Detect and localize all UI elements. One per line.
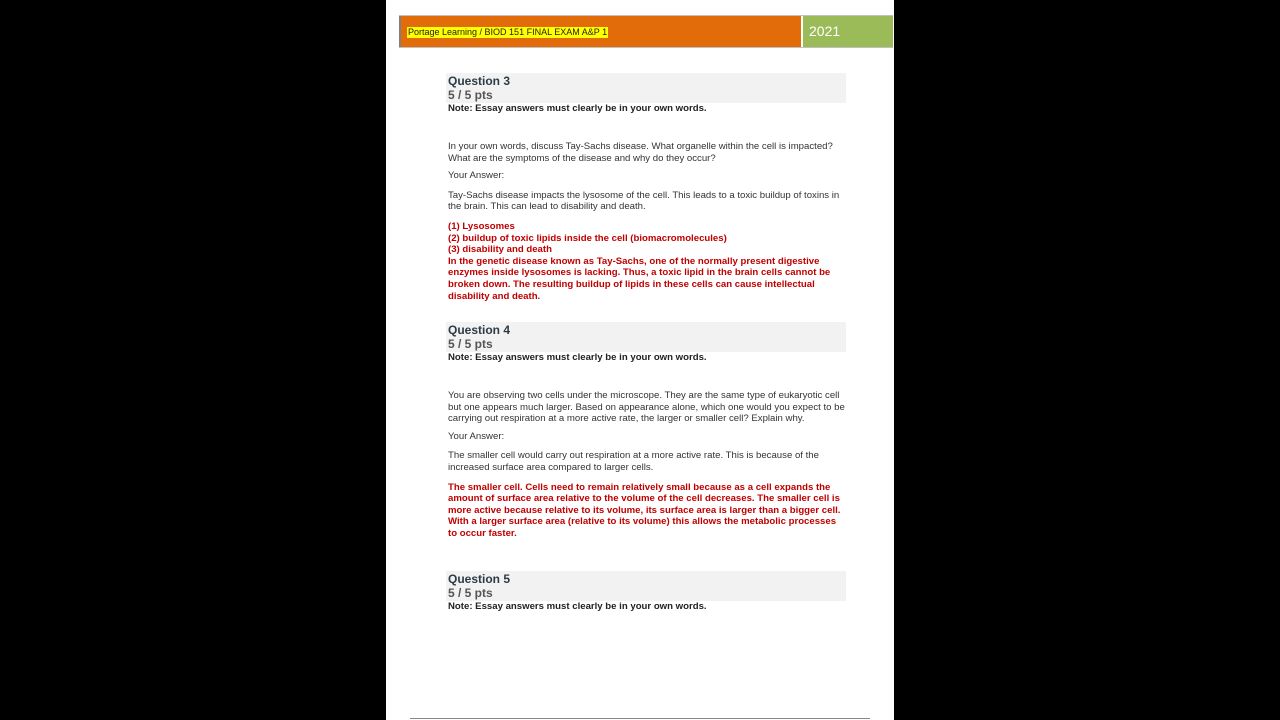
answer-key-line: (3) disability and death — [448, 244, 552, 256]
answer-key-line: (2) buildup of toxic lipids inside the cell (biomacromolecules) — [448, 232, 727, 244]
question-title: Question 3 — [448, 74, 511, 88]
question-5 — [446, 571, 846, 612]
document-header — [399, 15, 893, 48]
question-points: 5 / 5 pts — [448, 88, 493, 102]
question-header — [446, 73, 846, 103]
answer-key-explanation: The smaller cell. Cells need to remain relatively small because as a cell expands the amount of surface area relative to the volume of the cell decreases. The smaller cell is more active because relative to its volume, its surface area is larger than a bigger cell. With a larger surface area (relative to its volume) this allows the metabolic processes to occur faster. — [448, 481, 841, 539]
question-prompt: You are observing two cells under the microscope. They are the same type of eukaryotic cell but one appears much larger. Based on appearance alone, which one would you expect to be carrying out respiration at a more active rate, the larger or smaller cell? Explain why. — [448, 390, 845, 425]
question-3 — [446, 73, 846, 302]
question-points: 5 / 5 pts — [448, 586, 493, 600]
answer-key — [448, 221, 846, 302]
student-answer: Tay-Sachs disease impacts the lysosome of the cell. This leads to a toxic buildup of toxins in the brain. This can lead to disability and death. — [448, 189, 840, 213]
document-page — [386, 0, 894, 720]
header-title-cell — [399, 16, 801, 47]
answer-label: Your Answer: — [448, 170, 505, 182]
question-note: Note: Essay answers must clearly be in your own words. — [448, 352, 707, 363]
header-year: 2021 — [809, 23, 841, 39]
student-answer: The smaller cell would carry out respiration at a more active rate. This is because of the increased surface area compared to larger cells. — [448, 450, 819, 473]
question-title: Question 4 — [448, 323, 511, 337]
question-note: Note: Essay answers must clearly be in your own words. — [448, 601, 707, 612]
question-header — [446, 571, 846, 601]
answer-key-explanation: In the genetic disease known as Tay-Sachs, one of the normally present digestive enzymes inside lysosomes is lacking. Thus, a toxic lipid in the brain cells cannot be broken down. The resulting buildup of lipids in these cells can cause intellectual disability and death. — [448, 255, 831, 302]
header-title: Portage Learning / BIOD 151 FINAL EXAM A&P 1 — [408, 27, 608, 37]
question-note: Note: Essay answers must clearly be in your own words. — [448, 103, 707, 114]
question-points: 5 / 5 pts — [448, 337, 493, 351]
question-title: Question 5 — [448, 572, 511, 586]
question-header — [446, 322, 846, 352]
header-year-cell — [803, 16, 893, 47]
question-prompt: In your own words, discuss Tay-Sachs disease. What organelle within the cell is impacted? What are the symptoms of the disease and why do they occur? — [448, 141, 833, 164]
question-4 — [446, 322, 846, 540]
answer-key-line: (1) Lysosomes — [448, 220, 515, 232]
answer-label: Your Answer: — [448, 430, 505, 442]
footer-divider — [410, 718, 870, 719]
answer-key — [448, 482, 846, 540]
